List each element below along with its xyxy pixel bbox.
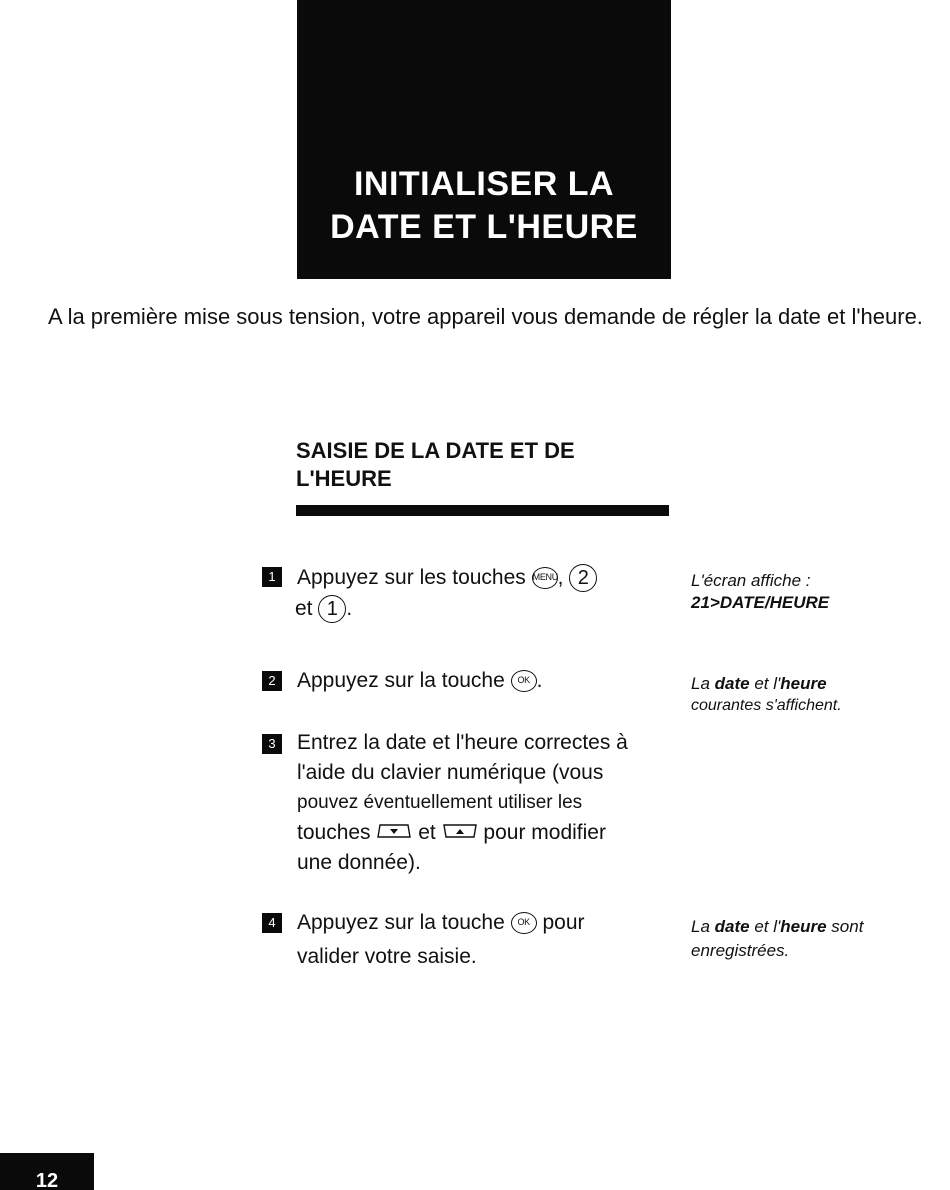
step-1-text-b: , — [557, 566, 570, 589]
step-3 — [297, 728, 677, 878]
step-1-line-1 — [297, 562, 677, 593]
step-1-number: 1 — [262, 567, 282, 587]
key-2-icon: 2 — [569, 564, 597, 592]
step-3-line-5: une donnée). — [297, 851, 421, 875]
step-2 — [297, 665, 677, 696]
step-2-note — [691, 673, 931, 717]
key-1-icon: 1 — [318, 595, 346, 623]
step-4-line-1 — [297, 906, 677, 940]
section-title-line-2: L'HEURE — [296, 466, 392, 491]
step-2-note-line-2: courantes s'affichent. — [691, 697, 842, 714]
step-4-note-a: La — [691, 917, 715, 936]
step-2-note-date: date — [714, 674, 750, 693]
step-3-line-4 — [297, 818, 677, 848]
step-4-text-b: pour — [536, 911, 585, 934]
step-2-text-a: Appuyez sur la touche — [297, 669, 511, 692]
step-4-note-heure: heure — [780, 917, 827, 936]
title-line-2: DATE ET L'HEURE — [330, 208, 638, 246]
step-2-note-c: et l' — [749, 674, 781, 693]
step-4-note-line-1 — [691, 915, 931, 939]
step-1-text-a: Appuyez sur les touches — [297, 566, 532, 589]
step-3-line-1: Entrez la date et l'heure correctes à — [297, 731, 628, 754]
step-4-number: 4 — [262, 913, 282, 933]
step-2-note-a: La — [691, 674, 715, 693]
title-block — [297, 0, 671, 279]
step-1-text-c: et — [295, 597, 319, 620]
step-3-line-3: pouvez éventuellement utiliser les — [297, 792, 583, 813]
ok-key-icon: OK — [511, 912, 537, 934]
step-2-number: 2 — [262, 671, 282, 691]
title-line-1: INITIALISER LA — [353, 165, 615, 203]
step-1 — [297, 562, 677, 624]
section-title — [296, 437, 676, 493]
step-3-text-c: pour modifier — [477, 821, 606, 844]
step-4 — [297, 906, 677, 974]
ok-key-icon: OK — [511, 670, 537, 692]
step-1-note — [691, 570, 931, 614]
step-3-line-2: l'aide du clavier numérique (vous — [297, 761, 604, 784]
arrow-down-key-icon — [376, 818, 412, 848]
step-2-note-heure: heure — [780, 674, 827, 693]
step-3-number: 3 — [262, 734, 282, 754]
step-3-text-b: et — [412, 821, 442, 844]
step-3-text-a: touches — [297, 821, 377, 844]
step-2-text-b: . — [536, 669, 543, 692]
step-1-note-line-1: L'écran affiche : — [691, 571, 811, 590]
step-1-line-2 — [295, 593, 677, 624]
section-rule — [296, 505, 669, 516]
step-4-note-date: date — [714, 917, 750, 936]
step-4-note — [691, 915, 931, 963]
page-number: 12 — [0, 1153, 94, 1190]
step-4-line-2: valider votre saisie. — [297, 945, 477, 968]
section-title-line-1: SAISIE DE LA DATE ET DE — [296, 438, 575, 463]
step-2-note-line-1 — [691, 673, 931, 695]
step-1-text-d: . — [346, 597, 353, 620]
step-4-note-c: et l' — [749, 917, 781, 936]
step-1-note-line-2: 21>DATE/HEURE — [691, 593, 830, 612]
step-4-note-line-2: enregistrées. — [691, 941, 790, 960]
arrow-up-key-icon — [442, 818, 478, 848]
menu-key-icon: MENU — [532, 567, 558, 589]
step-4-note-e: sont — [826, 917, 864, 936]
intro-paragraph: A la première mise sous tension, votre appareil vous demande de régler la date et l'heure. — [48, 304, 923, 329]
step-4-text-a: Appuyez sur la touche — [297, 911, 511, 934]
